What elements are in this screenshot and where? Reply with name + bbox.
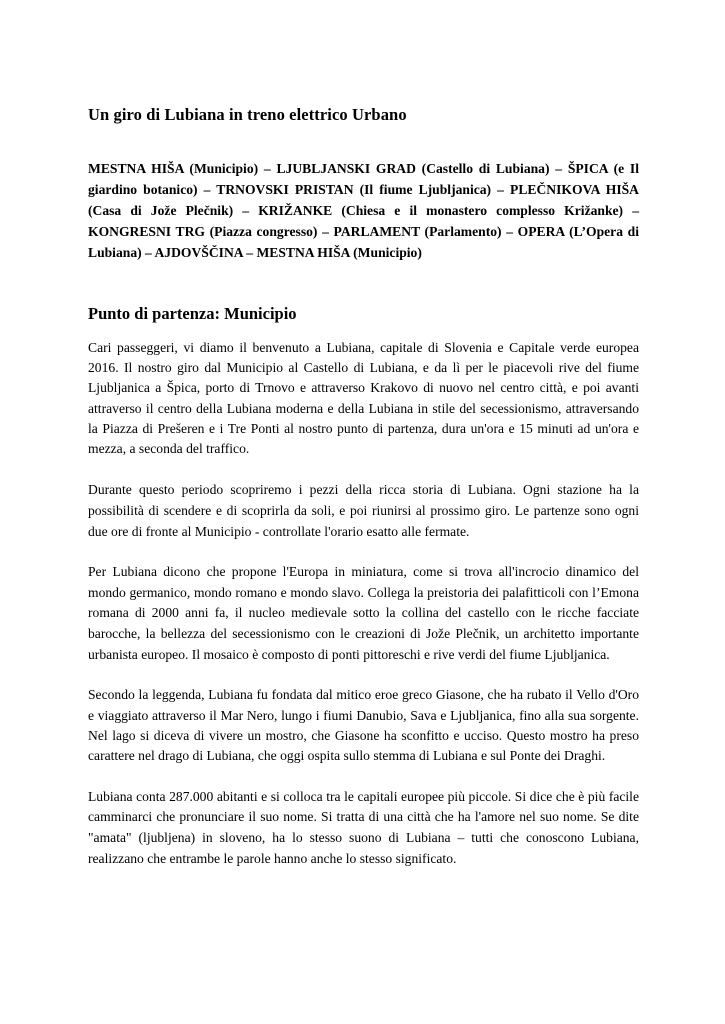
paragraph-welcome: Cari passeggeri, vi diamo il benvenuto a Lubiana, capitale di Slovenia e Capitale verde europea 2016. Il nostro giro dal Municipio al Castello di Lubiana, e da lì per le piacevoli rive del fiume Ljubljanica a Špica, porto di Trnovo e attraverso Krakovo di nuovo nel centro città, e poi avanti attraverso il centro della Lubiana moderna e della Lubiana in stile del secessionismo, attraversando la Piazza di Prešeren e i Tre Ponti al nostro punto di partenza, dura un'ora e 15 minuti ad un'ora e mezza, a seconda del traffico. [88,340,639,457]
document-page [88,104,639,869]
paragraph-europe-miniature: Per Lubiana dicono che propone l'Europa in miniatura, come si trova all'incrocio dinamico del mondo germanico, mondo romano e mondo slavo. Collega la preistoria dei palafitticoli con l’Emona romana di 2000 anni fa, il nucleo medievale sotto la collina del castello con le ricche facciate barocche, la bellezza del secessionismo con le creazioni di Jože Plečnik, un architetto importante urbanista europeo. Il mosaico è composto di ponti pittoreschi e rive verdi del fiume Ljubljanica. [88,564,639,662]
route-stops: MESTNA HIŠA (Municipio) – LJUBLJANSKI GRAD (Castello di Lubiana) – ŠPICA (e Il giardino botanico) – TRNOVSKI PRISTAN (Il fiume Ljubljanica) – PLEČNIKOVA HIŠA (Casa di Jože Plečnik) – KRIŽANKE (Chiesa e il monastero complesso Križanke) – KONGRESNI TRG (Piazza congresso) – PARLAMENT (Parlamento) – OPERA (L’Opera di Lubiana) – AJDOVŠČINA – MESTNA HIŠA (Municipio) [88,161,639,260]
section-heading: Punto di partenza: Municipio [88,304,297,323]
paragraph-population: Lubiana conta 287.000 abitanti e si colloca tra le capitali europee più piccole. Si dice che è più facile camminarci che pronunciare il suo nome. Si tratta di una città che ha l'amore nel suo nome. Se dite "amata" (ljubljena) in sloveno, ha lo stesso suono di Lubiana – tutti che conoscono Lubiana, realizzano che entrambe le parole hanno anche lo stesso significato. [88,788,639,866]
document-title: Un giro di Lubiana in treno elettrico Urbano [88,105,407,124]
paragraph-legend: Secondo la leggenda, Lubiana fu fondata dal mitico eroe greco Giasone, che ha rubato il Vello d'Oro e viaggiato attraverso il Mar Nero, lungo i fiumi Danubio, Sava e Ljubljanica, fino alla sua sorgente. Nel lago si diceva di vivere un mostro, che Giasone ha sconfitto e ucciso. Questo mostro ha preso carattere nel drago di Lubiana, che oggi ospita sullo stemma di Lubiana e sul Ponte dei Draghi. [88,687,639,764]
paragraph-history: Durante questo periodo scopriremo i pezzi della ricca storia di Lubiana. Ogni stazione ha la possibilità di scendere e di scoprirla da soli, e poi riunirsi al prossimo giro. Le partenze sono ogni due ore di fronte al Municipio - controllate l'orario esatto alle fermate. [88,482,639,540]
